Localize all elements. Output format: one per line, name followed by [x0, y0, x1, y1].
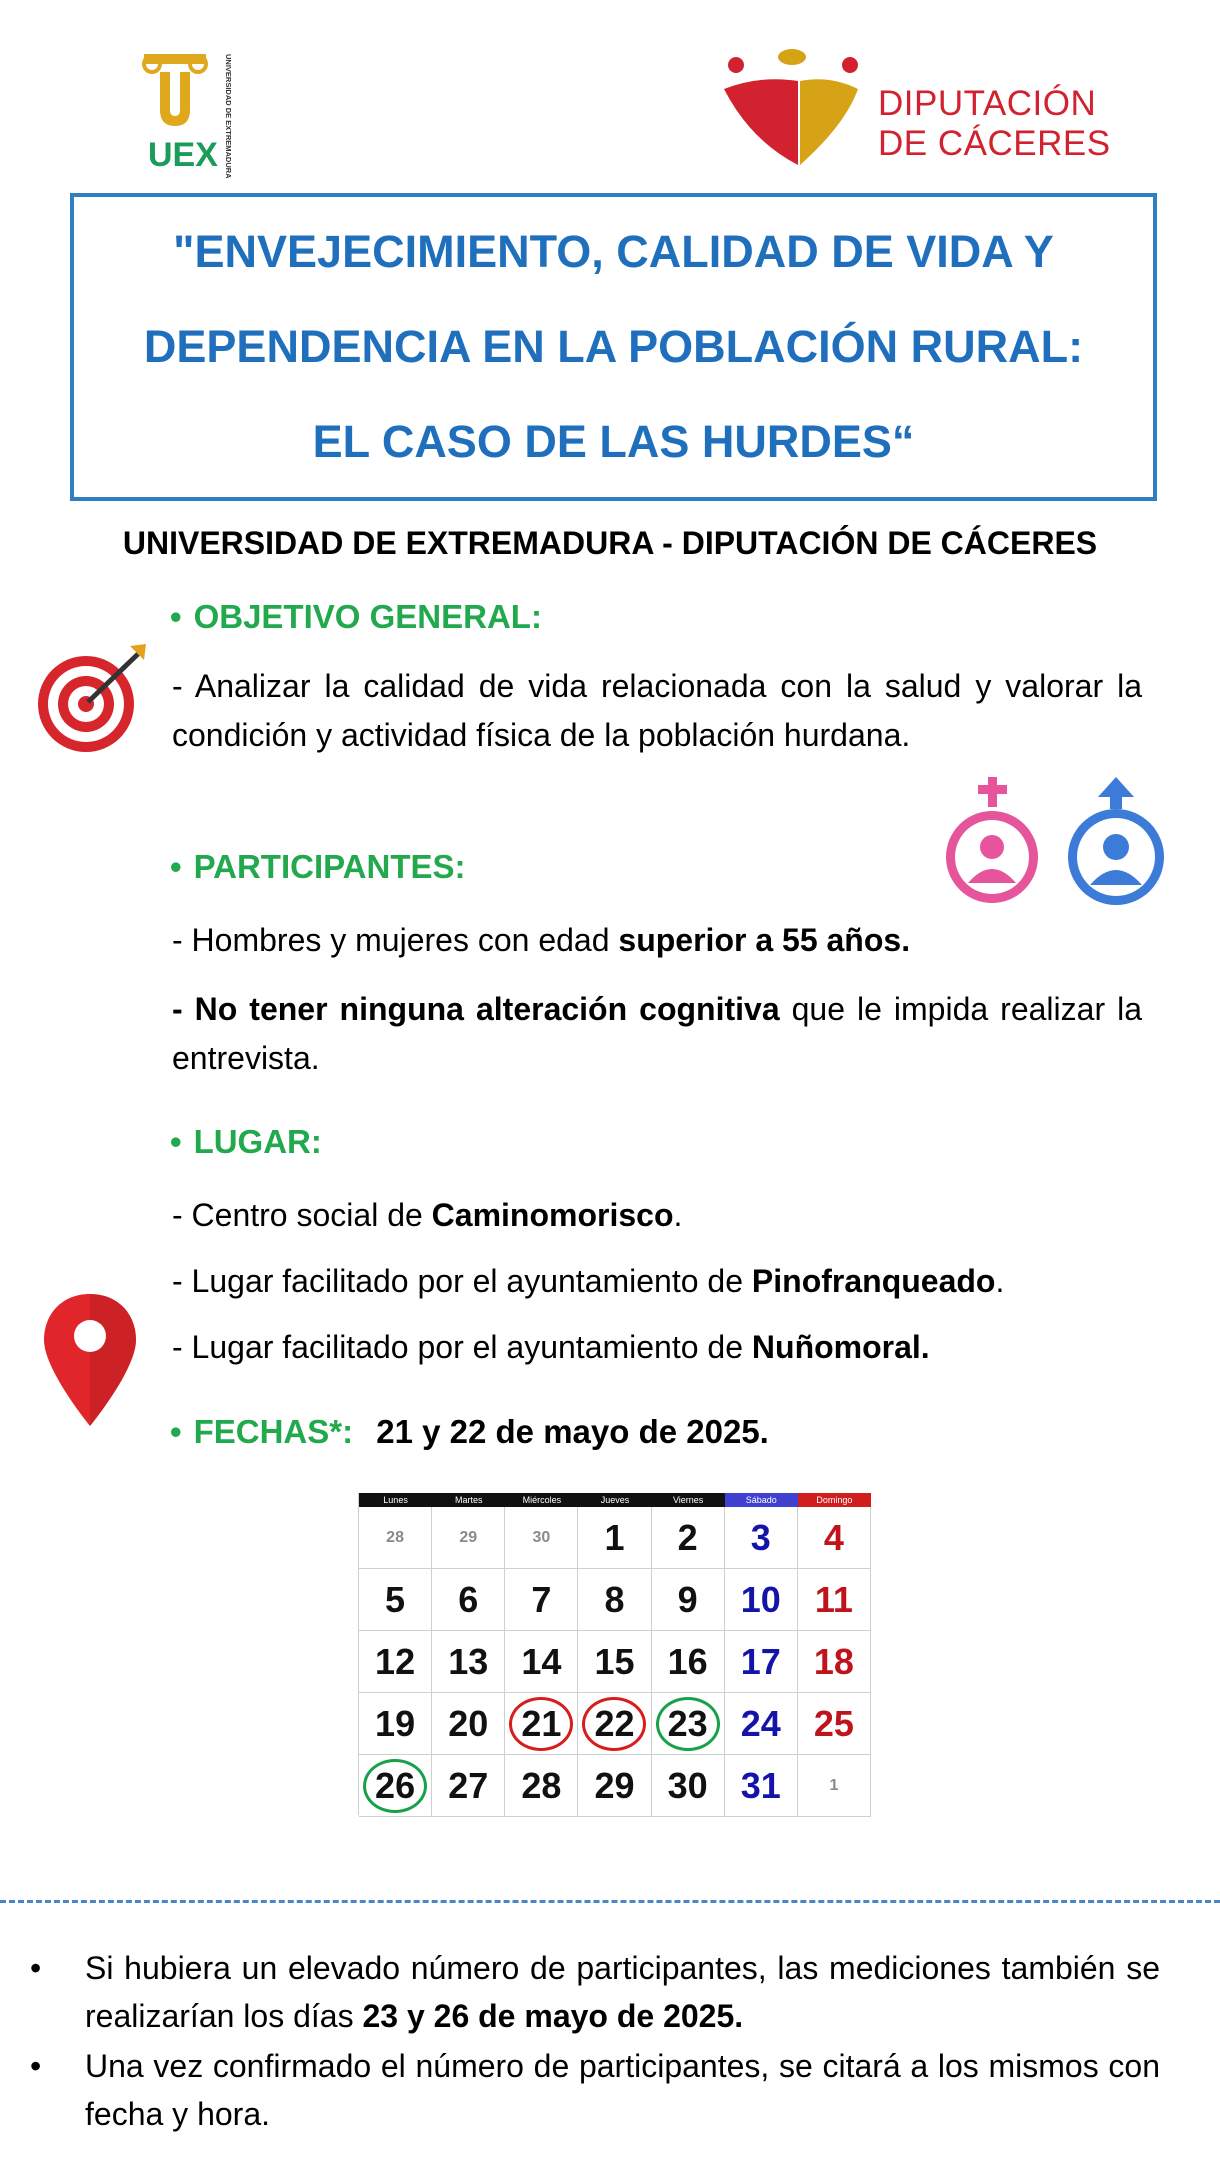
calendar-day: [359, 1755, 432, 1817]
lugar-item: [172, 1197, 682, 1234]
calendar-day-number: 1: [829, 1776, 839, 1794]
calendar-day-number: 7: [531, 1578, 552, 1620]
calendar-day-number: 18: [813, 1640, 854, 1682]
diputacion-line1: DIPUTACIÓN: [878, 84, 1097, 123]
bullet-glyph: •: [170, 1123, 182, 1160]
calendar-day: [652, 1631, 725, 1693]
calendar-day-number: 31: [740, 1764, 781, 1806]
footnote-text: Si hubiera un elevado número de participantes, las mediciones también se realizarían los días: [85, 1950, 1160, 2034]
calendar-day: [798, 1755, 871, 1817]
calendar-day-number: 4: [823, 1516, 844, 1558]
calendar-day-number: 17: [740, 1640, 781, 1682]
calendar-day: [652, 1693, 725, 1755]
calendar-day: [725, 1693, 798, 1755]
calendar-day-number: 9: [677, 1578, 698, 1620]
calendar-day-number: 2: [677, 1516, 698, 1558]
calendar-day-number: 6: [458, 1578, 479, 1620]
weekday-label: Domingo: [798, 1493, 871, 1507]
calendar-day-number: 20: [448, 1702, 489, 1744]
calendar-day-number: 29: [594, 1764, 635, 1806]
bullet-glyph: •: [30, 1950, 42, 1986]
calendar-day-number: 27: [448, 1764, 489, 1806]
calendar-day: [578, 1507, 651, 1569]
calendar-week-row: [359, 1507, 871, 1569]
diputacion-wordmark: [878, 84, 1118, 164]
calendar-day: [359, 1507, 432, 1569]
title-line-3: EL CASO DE LAS HURDES“: [312, 415, 915, 467]
calendar-day: [725, 1569, 798, 1631]
calendar-day: [652, 1569, 725, 1631]
calendar-day-number: 29: [459, 1528, 478, 1546]
calendar-day: [798, 1693, 871, 1755]
calendar-day-number: 21: [521, 1702, 562, 1744]
bullet-glyph: •: [30, 2048, 42, 2084]
participantes-line1-prefix: - Hombres y mujeres con edad: [172, 922, 619, 958]
fechas-heading-text: FECHAS*:: [193, 1413, 354, 1450]
calendar-day: [432, 1631, 505, 1693]
title-box: [70, 193, 1157, 501]
bullet-glyph: •: [170, 598, 182, 635]
subtitle: UNIVERSIDAD DE EXTREMADURA - DIPUTACIÓN DE CÁCERES: [122, 525, 1098, 561]
weekday-label: Martes: [432, 1493, 505, 1507]
calendar-day-number: 3: [750, 1516, 771, 1558]
calendar-day: [359, 1631, 432, 1693]
objetivo-text: - Analizar la calidad de vida relacionada con la salud y valorar la condición y actividad física de la población hurdana.: [172, 668, 1142, 753]
participantes-line-2: [172, 985, 1142, 1083]
calendar-day-number: 11: [814, 1578, 853, 1620]
lugar-item-suffix: .: [673, 1197, 683, 1233]
participantes-line2-rest: que le impida realizar la entrevista.: [172, 991, 1143, 1076]
calendar-week-row: [359, 1569, 871, 1631]
calendar-header: [359, 1493, 871, 1507]
bullet-glyph: •: [170, 848, 182, 885]
target-icon: [30, 640, 150, 760]
calendar-day-number: 26: [375, 1764, 416, 1806]
weekday-label: Miércoles: [505, 1493, 578, 1507]
calendar-day: [359, 1693, 432, 1755]
calendar-day: [725, 1507, 798, 1569]
calendar-day: [432, 1755, 505, 1817]
lugar-item: [172, 1329, 930, 1366]
calendar-day-number: 5: [385, 1578, 406, 1620]
lugar-heading-text: LUGAR:: [193, 1123, 322, 1160]
calendar-day-number: 30: [532, 1528, 551, 1546]
footnote-item: [30, 2042, 1160, 2138]
calendar-day: [578, 1569, 651, 1631]
calendar-day: [359, 1569, 432, 1631]
diputacion-emblem: [720, 45, 865, 170]
participantes-line2-bold: - No tener ninguna alteración cognitiva: [172, 991, 780, 1027]
lugar-item-place: Nuñomoral.: [751, 1329, 930, 1365]
diputacion-line2: DE CÁCERES: [878, 124, 1111, 163]
calendar-day: [652, 1507, 725, 1569]
participantes-line-1: [172, 922, 910, 959]
red-circle-mark: [509, 1697, 573, 1751]
calendar: [358, 1493, 871, 1815]
calendar-day: [798, 1569, 871, 1631]
participantes-heading-text: PARTICIPANTES:: [193, 848, 466, 885]
calendar-day-number: 22: [594, 1702, 635, 1744]
calendar-day-number: 28: [521, 1764, 562, 1806]
male-icon: [1060, 775, 1172, 910]
calendar-day: [505, 1569, 578, 1631]
calendar-day-number: 16: [667, 1640, 708, 1682]
green-circle-mark: [363, 1759, 427, 1813]
weekday-label: Sábado: [725, 1493, 798, 1507]
lugar-item-prefix: - Lugar facilitado por el ayuntamiento de: [172, 1263, 752, 1299]
lugar-heading: [170, 1123, 322, 1161]
calendar-day-number: 8: [604, 1578, 625, 1620]
title-line-2: DEPENDENCIA EN LA POBLACIÓN RURAL:: [143, 320, 1084, 372]
calendar-day-number: 14: [521, 1640, 562, 1682]
calendar-day: [725, 1631, 798, 1693]
calendar-day-number: 13: [448, 1640, 489, 1682]
calendar-day: [578, 1693, 651, 1755]
location-pin-icon: [40, 1290, 140, 1430]
participantes-line1-bold: superior a 55 años.: [618, 922, 911, 958]
fechas-heading: [170, 1413, 769, 1451]
calendar-day: [432, 1569, 505, 1631]
calendar-day-number: 15: [594, 1640, 635, 1682]
calendar-day: [505, 1755, 578, 1817]
uex-vertical-text: UNIVERSIDAD DE EXTREMADURA: [224, 54, 233, 178]
calendar-day-number: 19: [375, 1702, 416, 1744]
calendar-day: [578, 1631, 651, 1693]
calendar-day-number: 1: [604, 1516, 625, 1558]
footnote-bold: 23 y 26 de mayo de 2025.: [362, 1998, 744, 2034]
calendar-week-row: [359, 1755, 871, 1817]
calendar-day-number: 28: [386, 1528, 404, 1546]
uex-letters: UEX: [148, 136, 218, 174]
calendar-day-number: 10: [740, 1578, 781, 1620]
calendar-day-number: 25: [813, 1702, 854, 1744]
weekday-label: Lunes: [359, 1493, 432, 1507]
calendar-day: [798, 1507, 871, 1569]
green-circle-mark: [656, 1697, 720, 1751]
weekday-label: Jueves: [578, 1493, 651, 1507]
objetivo-heading-text: OBJETIVO GENERAL:: [193, 598, 542, 635]
calendar-week-row: [359, 1693, 871, 1755]
lugar-item-suffix: .: [995, 1263, 1005, 1299]
participantes-heading: [170, 848, 466, 886]
dashed-divider: [0, 1900, 1220, 1903]
calendar-day-number: 30: [667, 1764, 708, 1806]
calendar-day-number: 12: [375, 1640, 416, 1682]
calendar-day: [432, 1507, 505, 1569]
calendar-day: [432, 1693, 505, 1755]
fechas-value: 21 y 22 de mayo de 2025.: [376, 1413, 769, 1450]
title-line-1: "ENVEJECIMIENTO, CALIDAD DE VIDA Y: [173, 226, 1054, 278]
lugar-item-place: Pinofranqueado: [751, 1263, 996, 1299]
calendar-body: [359, 1507, 871, 1817]
calendar-week-row: [359, 1631, 871, 1693]
red-circle-mark: [582, 1697, 646, 1751]
lugar-item-place: Caminomorisco: [431, 1197, 674, 1233]
uex-logo: [140, 48, 240, 178]
footnote-text: Una vez confirmado el número de participantes, se citará a los mismos con fecha y hora.: [85, 2048, 1160, 2132]
calendar-day-number: 23: [667, 1702, 708, 1744]
calendar-day: [798, 1631, 871, 1693]
lugar-item-prefix: - Centro social de: [172, 1197, 432, 1233]
lugar-item-prefix: - Lugar facilitado por el ayuntamiento de: [172, 1329, 752, 1365]
calendar-day: [505, 1631, 578, 1693]
calendar-day-number: 24: [740, 1702, 781, 1744]
objetivo-heading: [170, 598, 542, 636]
calendar-day: [652, 1755, 725, 1817]
footnote-item: [30, 1944, 1160, 2040]
lugar-item: [172, 1263, 1004, 1300]
bullet-glyph: •: [170, 1413, 182, 1450]
calendar-day: [505, 1693, 578, 1755]
calendar-day: [578, 1755, 651, 1817]
calendar-day: [725, 1755, 798, 1817]
weekday-label: Viernes: [652, 1493, 725, 1507]
female-icon: [940, 775, 1045, 910]
calendar-day: [505, 1507, 578, 1569]
